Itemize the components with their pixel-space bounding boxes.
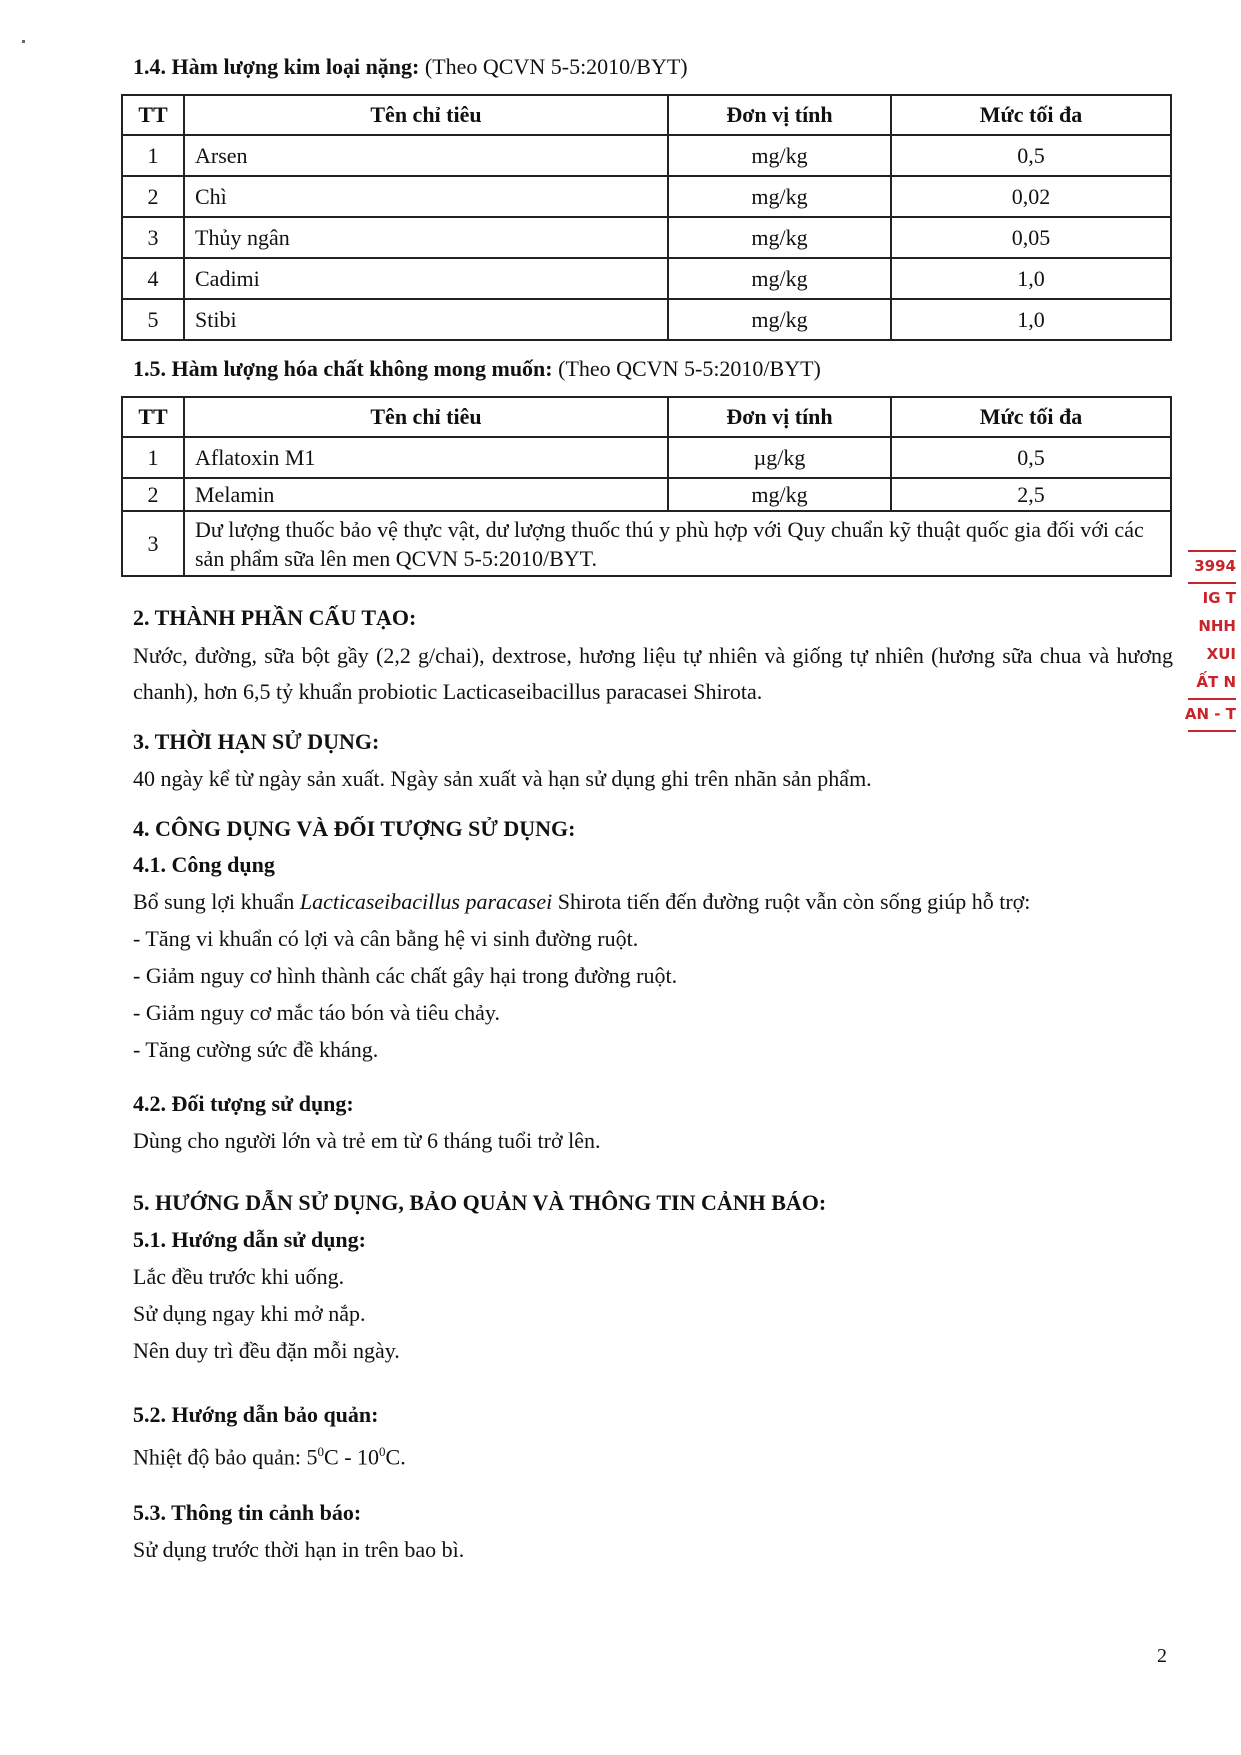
row-name: Stibi bbox=[184, 299, 668, 340]
header-unit: Đơn vị tính bbox=[668, 397, 891, 437]
section-5-2-heading: 5.2. Hướng dẫn bảo quản: bbox=[133, 1402, 379, 1427]
section-2-heading: 2. THÀNH PHẦN CẤU TẠO: bbox=[133, 605, 417, 630]
section-5-3-text: Sử dụng trước thời hạn in trên bao bì. bbox=[133, 1537, 465, 1562]
section-title-rest: (Theo QCVN 5-5:2010/BYT) bbox=[552, 356, 821, 381]
header-unit: Đơn vị tính bbox=[668, 95, 891, 135]
row-tt: 2 bbox=[122, 478, 184, 511]
row-name: Melamin bbox=[184, 478, 668, 511]
row-max: 0,05 bbox=[891, 217, 1171, 258]
table-header-row bbox=[122, 397, 1171, 437]
degree-sup: 0 bbox=[379, 1444, 386, 1459]
temp-mid: C - 10 bbox=[324, 1444, 380, 1470]
stamp-line: 3994 bbox=[1194, 557, 1236, 575]
row-max: 2,5 bbox=[891, 478, 1171, 511]
row-name: Cadimi bbox=[184, 258, 668, 299]
row-name: Aflatoxin M1 bbox=[184, 437, 668, 478]
row-unit: mg/kg bbox=[668, 135, 891, 176]
row-tt: 4 bbox=[122, 258, 184, 299]
row-max: 0,5 bbox=[891, 135, 1171, 176]
stamp-line: AN - T bbox=[1184, 705, 1236, 723]
list-item: Lắc đều trước khi uống. bbox=[133, 1264, 345, 1289]
degree-sup: 0 bbox=[317, 1444, 325, 1459]
header-name: Tên chỉ tiêu bbox=[184, 397, 668, 437]
page-number: 2 bbox=[1157, 1645, 1167, 1667]
section-4-2-text: Dùng cho người lớn và trẻ em từ 6 tháng tuổi trở lên. bbox=[133, 1128, 601, 1153]
stamp-line: IG T bbox=[1202, 589, 1236, 607]
heavy-metals-table bbox=[121, 94, 1172, 341]
row-tt: 5 bbox=[122, 299, 184, 340]
temp-suffix: C. bbox=[385, 1444, 406, 1470]
row-name: Dư lượng thuốc bảo vệ thực vật, dư lượng thuốc thú y phù hợp với Quy chuẩn kỹ thuật quốc gia đối với các sản phẩm sữa lên men QCVN 5-5:2010/BYT. bbox=[184, 511, 1171, 576]
header-max: Mức tối đa bbox=[891, 95, 1171, 135]
undesired-chemicals-table bbox=[121, 396, 1172, 577]
header-tt: TT bbox=[122, 397, 184, 437]
header-tt: TT bbox=[122, 95, 184, 135]
section-4-heading: 4. CÔNG DỤNG VÀ ĐỐI TƯỢNG SỬ DỤNG: bbox=[133, 816, 576, 841]
section-4-1-intro bbox=[133, 889, 1030, 915]
section-1-5-title bbox=[133, 356, 821, 382]
row-tt: 1 bbox=[122, 437, 184, 478]
stamp-line: XUI bbox=[1206, 645, 1236, 663]
row-unit: mg/kg bbox=[668, 299, 891, 340]
row-max: 0,5 bbox=[891, 437, 1171, 478]
table-row bbox=[122, 135, 1171, 176]
stamp-line: ẤT N bbox=[1196, 673, 1236, 691]
table-row bbox=[122, 478, 1171, 511]
row-name: Thủy ngân bbox=[184, 217, 668, 258]
row-tt: 3 bbox=[122, 217, 184, 258]
list-item: - Giảm nguy cơ mắc táo bón và tiêu chảy. bbox=[133, 1000, 500, 1025]
section-3-heading: 3. THỜI HẠN SỬ DỤNG: bbox=[133, 729, 380, 754]
list-item: Sử dụng ngay khi mở nắp. bbox=[133, 1301, 366, 1326]
scan-speck bbox=[22, 40, 25, 43]
row-unit: mg/kg bbox=[668, 478, 891, 511]
section-5-2-text bbox=[133, 1439, 406, 1470]
row-max: 1,0 bbox=[891, 258, 1171, 299]
red-seal-stamp bbox=[1170, 548, 1236, 774]
table-row bbox=[122, 299, 1171, 340]
section-title-rest: (Theo QCVN 5-5:2010/BYT) bbox=[419, 54, 688, 79]
section-3-text: 40 ngày kể từ ngày sản xuất. Ngày sản xuất và hạn sử dụng ghi trên nhãn sản phẩm. bbox=[133, 766, 872, 791]
table-row bbox=[122, 258, 1171, 299]
row-tt: 2 bbox=[122, 176, 184, 217]
section-title-bold: 1.5. Hàm lượng hóa chất không mong muốn: bbox=[133, 356, 553, 381]
header-max: Mức tối đa bbox=[891, 397, 1171, 437]
stamp-line: NHH bbox=[1198, 617, 1236, 635]
row-unit: mg/kg bbox=[668, 258, 891, 299]
row-name: Chì bbox=[184, 176, 668, 217]
table-header-row bbox=[122, 95, 1171, 135]
row-tt: 1 bbox=[122, 135, 184, 176]
section-4-1-heading: 4.1. Công dụng bbox=[133, 852, 275, 877]
section-5-3-heading: 5.3. Thông tin cảnh báo: bbox=[133, 1500, 362, 1525]
list-item: - Tăng vi khuẩn có lợi và cân bằng hệ vi sinh đường ruột. bbox=[133, 926, 639, 951]
row-max: 1,0 bbox=[891, 299, 1171, 340]
intro-after: Shirota tiến đến đường ruột vẫn còn sống giúp hỗ trợ: bbox=[552, 889, 1031, 914]
table-row bbox=[122, 176, 1171, 217]
row-unit: µg/kg bbox=[668, 437, 891, 478]
row-unit: mg/kg bbox=[668, 217, 891, 258]
section-title-bold: 1.4. Hàm lượng kim loại nặng: bbox=[133, 54, 420, 79]
row-name: Arsen bbox=[184, 135, 668, 176]
header-name: Tên chỉ tiêu bbox=[184, 95, 668, 135]
table-row bbox=[122, 217, 1171, 258]
temp-prefix: Nhiệt độ bảo quản: 5 bbox=[133, 1444, 318, 1470]
intro-before: Bổ sung lợi khuẩn bbox=[133, 889, 300, 914]
section-5-1-heading: 5.1. Hướng dẫn sử dụng: bbox=[133, 1227, 366, 1252]
table-row bbox=[122, 437, 1171, 478]
section-5-heading: 5. HƯỚNG DẪN SỬ DỤNG, BẢO QUẢN VÀ THÔNG TIN CẢNH BÁO: bbox=[133, 1190, 827, 1215]
section-1-4-title bbox=[133, 54, 688, 80]
table-row bbox=[122, 511, 1171, 576]
list-item: - Tăng cường sức đề kháng. bbox=[133, 1037, 379, 1062]
section-4-2-heading: 4.2. Đối tượng sử dụng: bbox=[133, 1091, 354, 1116]
section-2-text: Nước, đường, sữa bột gầy (2,2 g/chai), dextrose, hương liệu tự nhiên và giống tự nhiên (hương sữa chua và hương chanh), hơn 6,5 tỷ khuẩn probiotic Lacticaseibacillus paracasei Shirota. bbox=[133, 643, 1173, 704]
row-max: 0,02 bbox=[891, 176, 1171, 217]
intro-italic: Lacticaseibacillus paracasei bbox=[299, 889, 553, 914]
row-tt: 3 bbox=[122, 511, 184, 576]
list-item: Nên duy trì đều đặn mỗi ngày. bbox=[133, 1338, 400, 1363]
list-item: - Giảm nguy cơ hình thành các chất gây hại trong đường ruột. bbox=[133, 963, 678, 988]
row-unit: mg/kg bbox=[668, 176, 891, 217]
